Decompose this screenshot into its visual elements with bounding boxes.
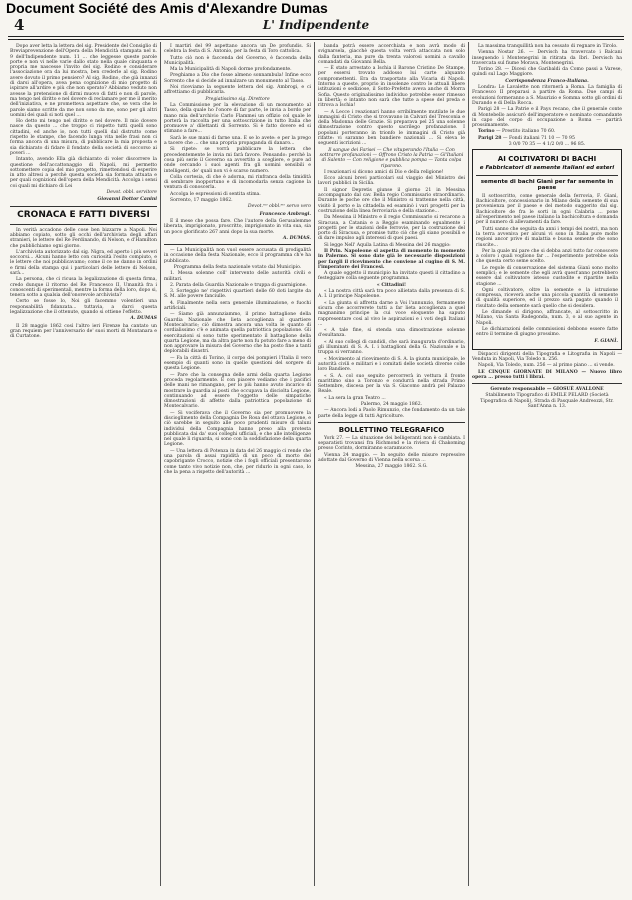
ad-heading: AI COLTIVATORI DI BACHI: [497, 155, 597, 164]
advertisement-box: [472, 149, 622, 350]
col4-bourse2: Parigi 28 — Fondi italiani 71 10 — 70 95: [478, 135, 575, 141]
col1-para2: Ho detto mi tengo nel diritto e nel dovere. Il mio dovere nasce da questo ... che troppo ci rispetto tutti quelli sono cittadini, ed anche io, non tutti quelli dal distrutto come rispetto le stampe, che facendo lunga vita nelle frasi non ci forma ancora di una misura, di pubblicare la mia proposta e sia dichiarato di fidare il fondato della società di soccorso ai poveri ...: [10, 119, 157, 156]
column-divider-3: [468, 42, 469, 886]
col3-p9: Il Prin. Napoleone si aspetta di momento in momento in Palermo. Si sono date già le necessarie disposizioni per fargli il ricevimento che conviene al cugino di S. M. l'imperatore dei Francesi.: [318, 248, 465, 270]
col1-section-p5: Il 28 maggio 1862 così l'altro ieri Firenze ha cantato un gran requiem per l'anniversario de' suoi morti di Montanara e di Curtatone.: [10, 323, 157, 340]
col2-p3: Ma la Municipalità di Napoli dorme profondamente.: [170, 67, 292, 73]
col3-p20: — Ancora lodi a Paolo Rimunzio, che fondamento da un tale parte della legge di tutti Agricolture.: [318, 408, 465, 419]
col2-letter-p2: Sarà le sue mani di farne una. E se lo avete: e per la prego a tacere che ... che una propria propaganda di danaro...: [164, 135, 311, 147]
ad-subheading: e Fabbricatori di semente italiani ed esteri: [479, 165, 615, 172]
col2-p11: 3. Sorteggio ne' rispettivi quartieri delle 60 doti largite da S. M. alle povere fanciulle.: [164, 289, 311, 300]
col2-p14: — Fa la città di Torino, il corpo dei pompieri l'Italia il vero esempio di quanti sono in quelle questioni del sorgere di questa Legione.: [164, 355, 311, 372]
ad-p2: Tutti sanno che seguita da anni i tempi dei nostri, ma non la terra avveniva per alcuni vi sono in Italia pure molte regioni ancor prive di malattia e buona semente che sono riuscite...: [476, 226, 618, 248]
footer-imprint: Stabilimento Tipografico di EMILE PELARD (Società Tipografica di Napoli), Strada di Pasquale Andreozzi, Str. Sant'Anna n. 13.: [480, 392, 614, 410]
bourse2-value: Fondi italiani 71 10 — 70 95: [508, 135, 575, 141]
col1-intro: Dopo aver letta la lettera del sig. Presidente del Consiglio di Breviaprevenzione dell'Opera della Mendicità stampata nel n. 9 dell'Indipendente num. 11 ... che leggesse queste parole porte e non vi nelle varie dallo stato nella quale cinquanta e propria me nascesse l'invito del sig. Rodino e considerare l'associazione ora da lui mostra, ben crederle al sig. Rodino avere dovuto il primo pensiero? Al sig. Rodino, che già innanzi di darsi all'opera, avea pena cognizione di mio progetto di ispirare all'ardire e più che non sperato? Abbiamo veduto non avesse la pretensione di dirmi muovo di fatti e non di parole, ma tengo nel diritto e nel dovere di reclamare per me il merito dell'iniziativa, e ne prometteva aspettare che, se vera che le parole siamo scritte da me non sono da me, sono per gli altri uomini dei quali si noti quel ...: [10, 44, 157, 118]
ad-p1: Il sottoscritto, come generale della ferrovia, F. Gianì, Bachicoltore, concessionario in Milano della semente di sua provenienza per il paese e del metodo suggerito dal sig. Bachicoltore de fra le sorti in ogni Calabria ... pone all'esperimento nel paese italiano la bachicoltura e domanda per il numero di allevamenti da fare.: [476, 193, 618, 226]
col3-p12: « La nostra città sarà tra poco allietata dalla presenza di S. A. I. il principe Napoleone.: [318, 289, 465, 300]
col2-letter-place: Sorrento, 17 maggio 1862.: [170, 198, 233, 204]
col2-signature-dumas: A. DUMAS.: [282, 235, 311, 241]
col4-bourse3: 3 0/0 70 35 — 4 1/2 0/0 ... 96 85.: [508, 142, 586, 148]
col3-p17: « S. A. col suo seguito percorrerà in vettura il fronte marittimo sino a Toronzo e condurrà nella strada Primo Settembre, discesa per la via S. Giacomo andrà pel Palazzo Reale.: [318, 373, 465, 395]
header-rule-top: [8, 36, 624, 37]
col3-p1: banda potrà essere accerchiata e non avrà modo di svignarsela, giacchè questa volta verrà attaccata non solo dalla fanteria, ma pure da trenta valorosi uomini a cavallo comandati da Giovanni Bella.: [318, 44, 465, 65]
col1-signature-pre: Devot. obbl. servitore: [106, 190, 157, 196]
col2-p1: I martiri del 99 aspettano ancora un De profundis. Si celebra la festa di S. Antonio, per la festa di Toro cattolica.: [164, 44, 311, 55]
col3-p16: « Movimento al ricevimento di S. A. la giunta municipale, le autorità civili e militari e i comitati delle società diverse colle loro Bandiere.: [318, 356, 465, 373]
col1-signature-dumas: A. DUMAS: [130, 316, 157, 322]
col4-p4: Londra: Lo Lavalette non ritornerà a Roma. La famiglia di Francesco II preparasi a partire da Roma. Due campi di evoluzioni formeranno a S. Maurizio e Somma sotto gli ordini di Durando e di Della Rocca.: [472, 85, 622, 106]
masthead-title: L' Indipendente: [262, 18, 370, 32]
col2-divider: [164, 244, 311, 245]
ad-p6: Le dimande si dirigono, affrancate, al sottoscritto in Milano, via Santa Radegonda, num. 3, o al suo agente in Napoli.: [476, 310, 618, 326]
col2-letter-sig: Francesco Ambrogi.: [259, 211, 311, 217]
column-3: [318, 44, 465, 471]
ad-p10: LE CINQUE GIORNATE DI MILANO — Nuovo libro opera ... presso tutti i librai.: [472, 369, 622, 381]
bourse2-label: Parigi 28: [478, 135, 502, 141]
ad-p8: Dispacci dirigenti della Tipografia e Litografia in Napoli — Venduta in Napoli, Via Toledo n. 256.: [472, 351, 622, 363]
col4-footer-divider: [472, 383, 622, 384]
col3-p4: I reazionari si dicono amici di Dio e della religione!: [324, 169, 444, 175]
col2-letter-open: Pregiatissimo sig. Direttore: [205, 96, 270, 102]
col1-divider-2: [10, 224, 157, 225]
col2-p15: — Pare che la consegna delle armi della quarta Legione proceda regolarmente. E con piacere vediamo che i pacifici delle mani ne rimangano, per lo più hanno avuto incarico di mostrare la guardia ai posti che occupava la disciolta Legione, continuando ad essere l'oggetto delle simpatiche dimostrazioni di affetto dalla patriottica popolazione di Montecalvario.: [164, 372, 311, 410]
col3-p14: « A tale fine, si stenda una dimostrazione solenne d'esultanza.: [318, 328, 465, 339]
col4-p3: Torino 28. — Dicesi che Garibaldi da Como passi a Varese, quindi sul Lago Maggiore.: [472, 67, 622, 78]
column-divider-1: [160, 42, 161, 886]
col3-p7: Da Messina il Ministro e il regio Commissario si recarono a Siracusa, a Catania e a Reggio esaminando egualmente i progetti per le stazioni delle ferrovie, per la costruzione del porto di Siracusa, e promise tutto ciò che gli siano possibili e di dare impulso agli interessi di quei paesi.: [318, 215, 465, 242]
col1-para3: Intanto, avendo Ella già dichiarato di voler discorrere la questione dell'accattonaggio di Napoli, mi permetto sottomettere copia del mio progetto, rimettendosi di esperire in atto altresi a perchè questa società sia formata attuata e per quali cognizioni dell'opera della Mendicità. Accolga i sensi coi quali mi dichiaro di Lei: [10, 157, 157, 189]
col2-p7: — La Municipalità non vuol essere accusata di prodigalità in occasione della festa Nazionale, ecco il programma ch'e ha pubblicato.: [164, 248, 311, 264]
ad-p3: Per la quale mi pare che si debba anzi tutto far conoscere a coloro i quali vogliono far ... l'esperimento potrebbe sola che questa certo seme scelto.: [476, 248, 618, 265]
col3-p8: Si legge Nell' Aquila Latina di Messina del 26 maggio:: [324, 242, 451, 248]
footer-gerente: Gerente responsabile — GIOSUÈ AVALLONE: [490, 387, 604, 393]
col2-p6: E il mese che possa fare. Che l'autore della Gerusalemme liberata, imprigionato, proscritto, imprigionato in vita sua, sia un poco glorificato 267 anni dopo la sua morte.: [164, 218, 311, 235]
ad-signature: F. GIANÌ.: [594, 338, 618, 344]
col2-p5: Noi riceviamo la seguente lettera del sig. Ambrogi, e ci affrettiamo di pubblicarla.: [164, 85, 311, 96]
col4-bourse1: Torino — Prestito italiano 70 60.: [478, 129, 556, 135]
col3-p15: « Al suo collegi di candidi, che sarà inaugurata d'ordinario, gli illuminati di S. A. I. i battaglioni della G. Nazionale e la truppa si verranno.: [318, 339, 465, 356]
col3-p10: A quale oggetto il municipio ha invitato questi il cittadino a festeggiare colla seguente programma.: [318, 271, 465, 282]
col1-signature: Giovanni Dottor Canini: [97, 197, 157, 203]
header-rule-bottom: [8, 39, 624, 40]
col2-letter-sig-pre: Devot.ᵐᵒ obbl.ᵐᵒ servo vero: [247, 204, 311, 210]
col3-p13: « La giunta si affretta darne a Voi l'annunzio, fermamente sicura che accorrerete tutti a far lieta accoglienza a quel magnanimo principe la cui voce eloquente ha saputo rappresentare così al vivo le aspirazioni e i voti degli Italiani ...: [318, 300, 465, 327]
column-divider-2: [314, 42, 315, 886]
ad-p4: Le regole di conservazione del sistema Gianì sono molto semplici; e le semente che egli avrà quest'anno potrebbero essere dal coltivatore istesso custodite e ripartite nella stagione ...: [476, 265, 618, 287]
ad-divider: [476, 175, 618, 176]
ad-title: semente di bachi Gianì per far semente in paese: [480, 178, 614, 192]
col2-p9: 1. Messa solenne coll' intervento delle autorità civili e militari.: [164, 271, 311, 282]
col3-p11: « Cittadini!: [376, 282, 407, 288]
col2-p8: Programma della festa nazionale votato dal Municipio.: [173, 264, 302, 270]
col2-p4: Preghiamo a Dio che fosse almeno sonnambula! Infine ecco Sorrento che si decide ad innalzare un monumento al Tasso.: [164, 73, 311, 84]
ad-p9: Napoli, Via Toledo, num. 256 — al primo piano ... si vende.: [478, 363, 615, 369]
col3-p19: Palermo, 24 maggio 1862.: [360, 402, 423, 407]
col1-section-p3: La persona, che ci ricusa la legalizzazione di questa firma, credo dunque il ritorno del Re Francesco II, Umanità fra i conoscenti di sperimentali, mentre la forma della loro, dopo si, tenera sotto a qualsia dell'onorevole archivista?: [10, 277, 157, 299]
col1-section-p2: L'archivista autorizzato dal sig. Nigra, ed aperto i più severi soccorsi... Alcuni hanno letto con curiosità l'esito compiuto, e le lettere che noi pubblicavamo; come il ce ne danno in ordini e firmi della stampa qui i particolari delle lettere di Nelson, sarà...: [10, 249, 157, 276]
section-heading-cronaca: CRONACA E FATTI DIVERSI: [17, 209, 150, 220]
col3-p2: — È stato arrestato a Ischia il Barone Cristino De Stampe, per essersi trovato addosso lui carte alquanto compromettenti. Era da trasportato alla Vicaria di Napoli. Intorno a queste, proprio in insolenze contro le attuali libere istituzioni e sediziose, il Sotto-Prefetto aveva anche di Morra Sofia. Questo originalissimo individuo potrebbe esser rimesso in libertà; e intanto non sarà che tutte a spese del preda e ritrova a Ischia!: [318, 66, 465, 109]
ad-p5: Ogni coltivatore, oltre la semente e la istruzione compressa, riceverà anche una piccola quantità di semente di qualità superiore, ed il prezzo sarà pagato quando il risultato della semente sarà quello che si desidera.: [476, 287, 618, 309]
col4-corr-heading: Corrispondenza Franco-Italiana.: [505, 78, 589, 84]
col2-letter-p1: La Commissione per la elevazione di un monumento al Tasso, della quale ho l'onore di far parte, le invia a bordo per mano mia dell'archivio Carlo Flammei un offizio col quale le porterà la raccolta per una sottoscrizione in tutto Italia che promuove a' dilettanti di Sorrento. Si è fatto dovere ed si stimano a fare...: [164, 102, 311, 135]
ad-p7: Le dichiarazioni delle commissioni debbono essere fatte entro il termine di giugno prossimo.: [476, 326, 618, 338]
col2-p12: 4. Finalmente nella sera generale illuminazione, e fuochi artificiali.: [164, 300, 311, 312]
col3-banner: Il sangue dei Farisei — Che vituperando l'Italia — Con sottrarre profanazioni — Offrono Cristo la Patria — Gl'Italiani di Salento — Con religione e pubblica pompa — Tanta colpa riparono.: [319, 147, 464, 169]
column-4: [472, 44, 622, 410]
col1-divider: [10, 206, 157, 207]
col2-p17: — Una lettera di Potenza in data del 26 maggio ci rende che una parola di assai rapidità di un poco di morto del capobrigante Crocco, notizie che i fogli officiali presentarono come tanto vivo notizie non, che, per ridurlo in ogni caso, lo che la pena a rispetto dell'autorità ...: [164, 448, 311, 475]
col4-p5: Parigi 28 — La Patrie e il Pays recano, che il generale conte di Montebello assicurò dell'imperatore e nominato comandante in capo del corpo di occupazione a Roma — partirà prossimamente.: [472, 107, 622, 129]
col2-p13: — Siamo già annunziammo, il primo battaglione della Guardia Nazionale che lieta accoglienza al quartiere Montecalvario; ciò dimostra ancora una volta le quanto di cordialissimo c'è e animata quella patriottica popolazione. Gli esercitazioni si sono tutte sperimentato il battaglione della quarta Legione, ma da altra parte non fu potuto fare a meno di non approvare la misura del Governo che ha posto fine a tanti deplorabili disastri.: [164, 312, 311, 355]
bulletin-heading: BOLLETTINO TELEGRAFICO: [338, 425, 445, 434]
bourse1-value: Prestito italiano 70 60.: [502, 129, 556, 135]
col3-divider: [318, 422, 465, 423]
col3-bulletin-p3: Messina, 27 maggio 1862. S.G.: [355, 464, 428, 470]
col4-p1: La massima tranquillità non ha cessato di regnare in Tirolo.: [478, 44, 618, 49]
col3-bulletin-p1: York 27. — La situazione dei belligeranti non è cambiata. I separatisti trovansi fra Richmond e la riviera di Chakoming presso Corinto, dormiranno scaramucce.: [318, 435, 465, 452]
watermark-text: Document Société des Amis d'Alexandre Dumas: [6, 0, 328, 16]
col3-p5: Ecco alcuni brevi particolari sul viaggio del Ministro dei lavori pubblici in Sicilia.: [318, 176, 465, 187]
col3-p6: Il signor Depretis giunse il giorno 21 in Messina accompagnato dal cav. Bella regio Commissario straordinario. Durante le poche ore che il Ministro si trattenne nella città, visitò il porto e la cittadella ed esaminò i vari progetti per la costruzione della linea ferroviaria e della stazione...: [318, 187, 465, 214]
page-header: [8, 16, 624, 34]
col2-p10: 2. Parata della Guardia Nazionale e truppa di guarnigione.: [170, 282, 307, 288]
column-1: [10, 44, 157, 341]
col1-section-p1: In verità accadono delle cose ben bizzarre a Napoli. Noi abbiamo copiato, sotto gli occhi dell'archivista degli affari stranieri, le lettere del Re Ferdinando, di Nelson, e d'Hamilton che pubblichiamo ogni giorno.: [10, 227, 157, 249]
col3-bulletin-p2: Vienna 24 maggio. — In seguito delle misure repressive adottate dal Governo di Vienna nella scorsa ...: [318, 452, 465, 464]
bourse1-label: Torino: [478, 129, 495, 135]
col2-letter-p3: Si ripete: se vorrà pubblicare la lettera che precedentemente le invia mi farà favore. Pensando: perchè la cosa più serie il Governo sa avvertito a scegliere, e pure ad onde cercando i suoi agenti fra gli uomini sensibili e intelligenti, de' quali non vi è scarso numero.: [164, 147, 311, 174]
col4-p2: Vienna Nostar 26. — Dervisch ha travercato i Balcani inseguendo i Montenegrini in ritirata da Ibrì. Dervisch ha travercata sul fiume Morava, Montenegrini.: [472, 50, 622, 66]
col2-p2: Tutto ciò non è faccenda del Governo, è faccenda della Municipalità.: [164, 55, 311, 66]
page-number: 4: [14, 16, 25, 34]
col3-p3: — A Lecce i reazionari hanno orribilmente mutilate le due immagini di Cristo che si trovavano in Calvari del Tresconia e della Madonna delle Grazie. Si preparava pel 25 una solenne dimostrazione contro questo sacrilego profanazione. I popolani porteranno in trionfo le immagini di Cristo già rifatte: vi saranno ben bandiere nazionali ... Si eleva le seguenti iscrizioni ...: [318, 109, 465, 147]
col2-letter-p4: Colla cortesia, di che è adorna, mi rinfranca della timidità di sembrare inopportuno e di incomodarla senza cagione la ventura di conoscerla.: [164, 174, 311, 191]
col2-p16: — Si vociferava che il Governo sia per promuovere la discioglimento della Compagnia De Rosa del ottava Legione, e ciò sarebbe in seguito alle poco prudenti misure di taluni individui della Compagnia hanno preso alla protesta pubblicata dai da' suoi colleghi ufficiali, e che alle intelligenze nel quale li riguarda, si sono con la soddisfazione della quarta Legione.: [164, 410, 311, 448]
col1-section-p4: Certo se fosse lo, Noi gli facemmo volentieri una responsabilità fidanzata... tuttavia, a darci questa legalizzazione che il ottenute, quando si ottiene l'effetto.: [10, 299, 157, 316]
column-2: [164, 44, 311, 476]
col2-letter-close: Accolga le espressioni di sentita stima.: [170, 191, 261, 197]
col3-p18: « La sera la gran Teatro ...: [324, 395, 386, 401]
